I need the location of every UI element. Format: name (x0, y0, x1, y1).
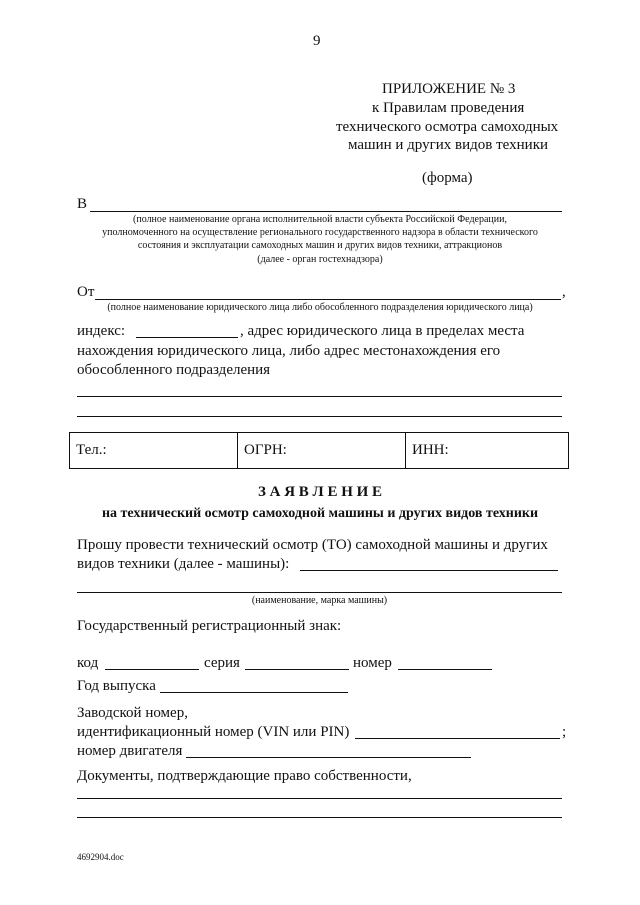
from-entity-field[interactable] (95, 299, 561, 300)
request-line-2: видов техники (далее - машины): (77, 556, 290, 572)
ownership-field-2[interactable] (77, 817, 562, 818)
series-label: серия (204, 655, 240, 671)
contacts-table (69, 432, 569, 469)
vin-suffix: ; (562, 724, 567, 740)
series-field[interactable] (245, 669, 349, 670)
footer-file-name: 4692904.doc (77, 852, 124, 862)
index-field[interactable] (136, 337, 238, 338)
code-field[interactable] (105, 669, 199, 670)
appendix-line-1: к Правилам проведения (372, 100, 525, 116)
to-prefix: В (77, 196, 88, 212)
appendix-line-2: технического осмотра самоходных (336, 119, 559, 135)
ownership-field-1[interactable] (77, 798, 562, 799)
appendix-line-3: машин и других видов техники (348, 137, 549, 153)
statement-title: З А Я В Л Е Н И Е (257, 484, 383, 500)
address-field-1[interactable] (77, 396, 562, 397)
registration-title: Государственный регистрационный знак: (77, 618, 342, 634)
address-line-1-rest: , адрес юридического лица в пределах места (240, 323, 525, 339)
page-number: 9 (313, 33, 321, 49)
ogrn-label: ОГРН: (244, 442, 287, 458)
index-label: индекс: (77, 323, 126, 339)
address-line-3: обособленного подразделения (77, 362, 271, 378)
to-hint-line-3: состояния и эксплуатации самоходных машин и других видов техники, аттракционов (137, 240, 503, 251)
phone-cell[interactable] (70, 433, 238, 469)
phone-label: Тел.: (76, 442, 107, 458)
serial-label: Заводской номер, (77, 705, 188, 721)
machine-field-2[interactable] (77, 592, 562, 593)
code-label: код (77, 655, 99, 671)
year-label: Год выпуска (77, 678, 156, 694)
engine-field[interactable] (186, 757, 471, 758)
to-hint-line-4: (далее - орган гостехнадзора) (257, 254, 383, 265)
number-label: номер (353, 655, 392, 671)
statement-subtitle: на технический осмотр самоходной машины и других видов техники (101, 506, 539, 521)
to-hint-line-2: уполномоченного на осуществление регионального государственного надзора в области технического (102, 227, 538, 238)
address-field-2[interactable] (77, 416, 562, 417)
vin-field[interactable] (355, 738, 560, 739)
machine-hint: (наименование, марка машины) (251, 595, 388, 606)
address-line-2: нахождения юридического лица, либо адрес местонахождения его (77, 343, 501, 359)
engine-label: номер двигателя (77, 743, 183, 759)
appendix-title: ПРИЛОЖЕНИЕ № 3 (382, 81, 516, 97)
from-hint: (полное наименование юридического лица либо обособленного подразделения юридического лица) (107, 302, 533, 313)
request-line-1: Прошу провести технический осмотр (ТО) самоходной машины и других (77, 537, 548, 553)
number-field[interactable] (398, 669, 492, 670)
ogrn-cell[interactable] (238, 433, 406, 469)
to-authority-field[interactable] (90, 211, 562, 212)
inn-label: ИНН: (412, 442, 449, 458)
machine-field-1[interactable] (300, 570, 558, 571)
year-field[interactable] (160, 692, 348, 693)
from-prefix: От (77, 284, 95, 300)
inn-cell[interactable] (406, 433, 569, 469)
ownership-label: Документы, подтверждающие право собственности, (77, 768, 412, 784)
form-label: (форма) (422, 170, 473, 186)
vin-label: идентификационный номер (VIN или PIN) (77, 724, 350, 740)
to-hint-line-1: (полное наименование органа исполнительной власти субъекта Российской Федерации, (133, 214, 507, 225)
from-suffix: , (562, 284, 566, 300)
